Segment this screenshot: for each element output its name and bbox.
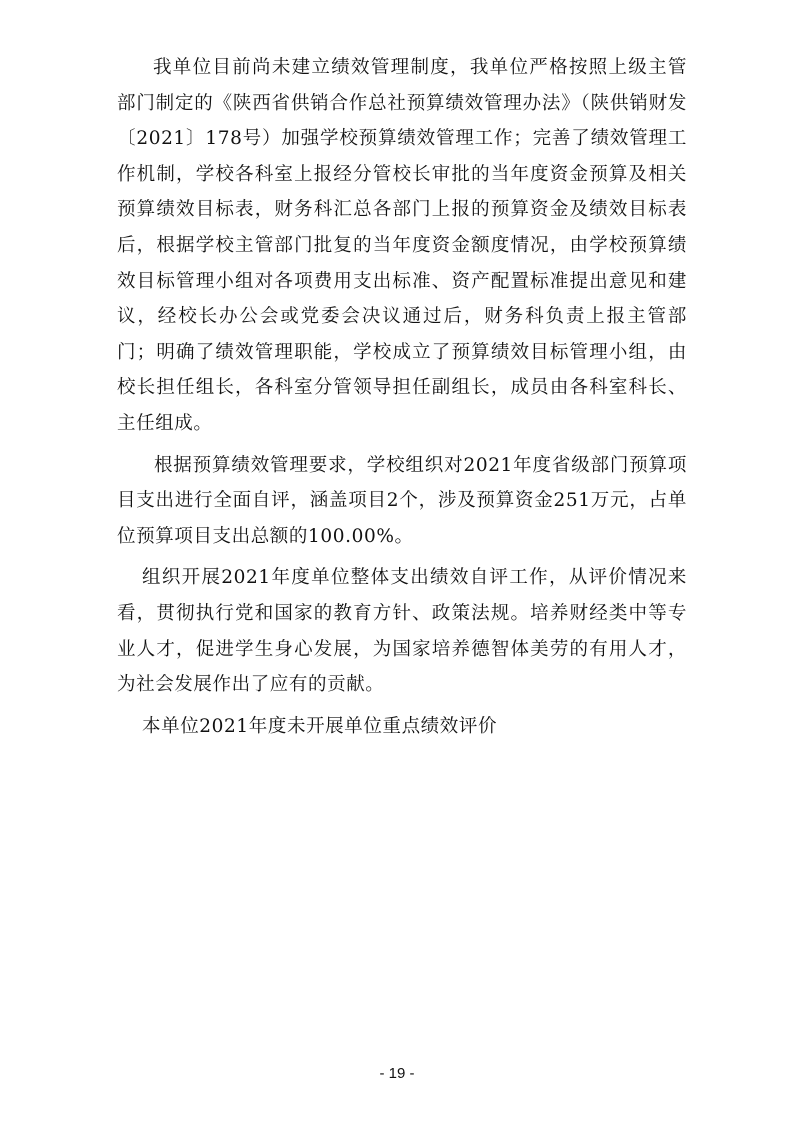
- page-number: - 19 -: [379, 1065, 415, 1082]
- document-body: [117, 50, 687, 744]
- paragraph-overall-expenditure-evaluation: 组织开展2021年度单位整体支出绩效自评工作，从评价情况来看，贯彻执行党和国家的教育方针、政策法规。培养财经类中等专业人才，促进学生身心发展，为国家培养德智体美劳的有用人才，为社会发展作出了应有的贡献。: [117, 567, 687, 696]
- paragraph-project-self-evaluation: 根据预算绩效管理要求，学校组织对2021年度省级部门预算项目支出进行全面自评，涵盖项目2个，涉及预算资金251万元，占单位预算项目支出总额的100.00%。: [117, 454, 687, 547]
- paragraph-key-performance-evaluation: 本单位2021年度未开展单位重点绩效评价: [142, 715, 498, 737]
- paragraph-performance-management-system: 我单位目前尚未建立绩效管理制度，我单位严格按照上级主管部门制定的《陕西省供销合作总社预算绩效管理办法》（陕供销财发〔2021〕178号）加强学校预算绩效管理工作；完善了绩效管理工作机制，学校各科室上报经分管校长审批的当年度资金预算及相关预算绩效目标表，财务科汇总各部门上报的预算资金及绩效目标表后，根据学校主管部门批复的当年度资金额度情况，由学校预算绩效目标管理小组对各项费用支出标准、资产配置标准提出意见和建议，经校长办公会或党委会决议通过后，财务科负责上报主管部门；明确了绩效管理职能，学校成立了预算绩效目标管理小组，由校长担任组长，各科室分管领导担任副组长，成员由各科室科长、主任组成。: [117, 57, 687, 434]
